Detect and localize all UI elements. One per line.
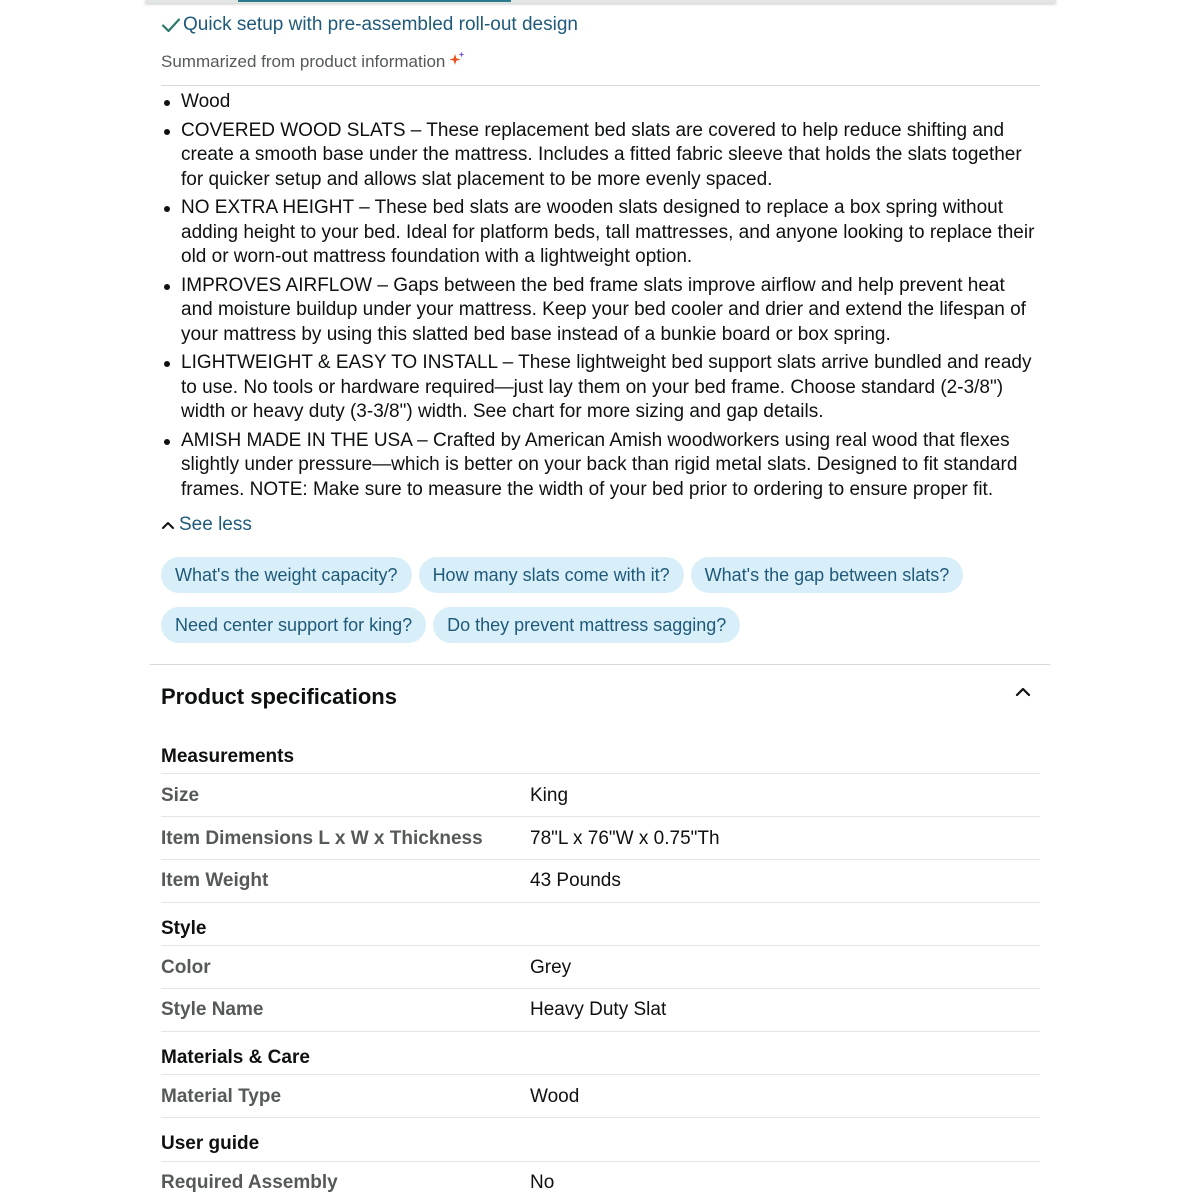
spec-divider: [161, 1031, 1040, 1032]
specs-header[interactable]: [161, 680, 1041, 714]
spec-value: 78"L x 76"W x 0.75"Th: [530, 828, 720, 849]
spec-group-title: Measurements: [161, 746, 295, 767]
divider: [161, 85, 1040, 86]
spec-row-style-name: [161, 995, 1040, 1025]
spec-row-dimensions: [161, 824, 1040, 854]
spec-divider: [161, 1117, 1040, 1118]
spec-key: Required Assembly: [161, 1172, 338, 1193]
summary-note: [161, 50, 465, 74]
spec-key: Color: [161, 957, 211, 978]
spec-divider: [161, 773, 1040, 774]
spec-row-assembly: [161, 1168, 1040, 1198]
check-icon: [161, 15, 181, 35]
spec-row-weight: [161, 866, 1040, 896]
spec-group-title: Style: [161, 918, 207, 939]
question-chip[interactable]: Need center support for king?: [161, 607, 426, 643]
specs-title: Product specifications: [161, 684, 397, 709]
highlight-item: [161, 10, 578, 40]
spec-divider: [161, 816, 1040, 817]
spec-divider: [161, 902, 1040, 903]
sparkle-icon: [449, 51, 465, 67]
highlight-text: Quick setup with pre-assembled roll-out design: [183, 14, 578, 35]
spec-row-size: [161, 781, 1040, 811]
bullet-item: Wood: [161, 90, 1041, 115]
bullet-item: COVERED WOOD SLATS – These replacement bed slats are covered to help reduce shifting and create a smooth base under the mattress. Includes a fitted fabric sleeve that holds the slats together for quicker setup and allows slat placement to be more evenly spaced.: [161, 119, 1041, 193]
collapse-chevron-icon[interactable]: [1013, 682, 1033, 702]
feature-bullets: [161, 90, 1041, 506]
spec-divider: [161, 1161, 1040, 1162]
chevron-up-icon: [161, 518, 175, 532]
spec-divider: [161, 1074, 1040, 1075]
spec-divider: [161, 988, 1040, 989]
spec-value: Heavy Duty Slat: [530, 999, 667, 1020]
active-tab-indicator: [238, 0, 511, 2]
bullet-item: NO EXTRA HEIGHT – These bed slats are wooden slats designed to replace a box spring without adding height to your bed. Ideal for platform beds, tall mattresses, and anyone looking to replace their old or worn-out mattress foundation with a lightweight option.: [161, 196, 1041, 270]
spec-group-title: User guide: [161, 1133, 260, 1154]
spec-key: Item Dimensions L x W x Thickness: [161, 828, 483, 849]
summary-note-text: Summarized from product information: [161, 52, 446, 71]
spec-group-title: Materials & Care: [161, 1047, 310, 1068]
spec-value: 43 Pounds: [530, 870, 621, 891]
question-row: [161, 607, 1041, 643]
spec-divider: [161, 945, 1040, 946]
question-chip[interactable]: How many slats come with it?: [419, 557, 684, 593]
spec-row-material: [161, 1082, 1040, 1112]
question-chip[interactable]: What's the weight capacity?: [161, 557, 412, 593]
question-row: [161, 557, 1041, 593]
see-less-label: See less: [179, 514, 252, 535]
bullet-item: LIGHTWEIGHT & EASY TO INSTALL – These lightweight bed support slats arrive bundled and ready to use. No tools or hardware required—just lay them on your bed frame. Choose standard (2-3/8") width or heavy duty (3-3/8") width. See chart for more sizing and gap details.: [161, 351, 1041, 425]
spec-value: No: [530, 1172, 555, 1193]
spec-key: Material Type: [161, 1086, 282, 1107]
suggested-questions: [161, 557, 1041, 657]
spec-key: Item Weight: [161, 870, 269, 891]
spec-row-color: [161, 953, 1040, 983]
question-chip[interactable]: Do they prevent mattress sagging?: [433, 607, 740, 643]
spec-value: Grey: [530, 957, 572, 978]
spec-divider: [161, 859, 1040, 860]
spec-key: Style Name: [161, 999, 264, 1020]
question-chip[interactable]: What's the gap between slats?: [691, 557, 964, 593]
section-divider: [150, 664, 1050, 665]
spec-key: Size: [161, 785, 200, 806]
spec-value: King: [530, 785, 569, 806]
bullet-item: IMPROVES AIRFLOW – Gaps between the bed frame slats improve airflow and help prevent heat and moisture buildup under your mattress. Keep your bed cooler and drier and extend the lifespan of your mattress by using this slatted bed base instead of a bunkie board or box spring.: [161, 274, 1041, 348]
see-less-link[interactable]: [161, 512, 252, 538]
bullet-item: AMISH MADE IN THE USA – Crafted by American Amish woodworkers using real wood that flexes slightly under pressure—which is better on your back than rigid metal slats. Designed to fit standard frames. NOTE: Make sure to measure the width of your bed prior to ordering to ensure proper fit.: [161, 429, 1041, 503]
spec-value: Wood: [530, 1086, 580, 1107]
